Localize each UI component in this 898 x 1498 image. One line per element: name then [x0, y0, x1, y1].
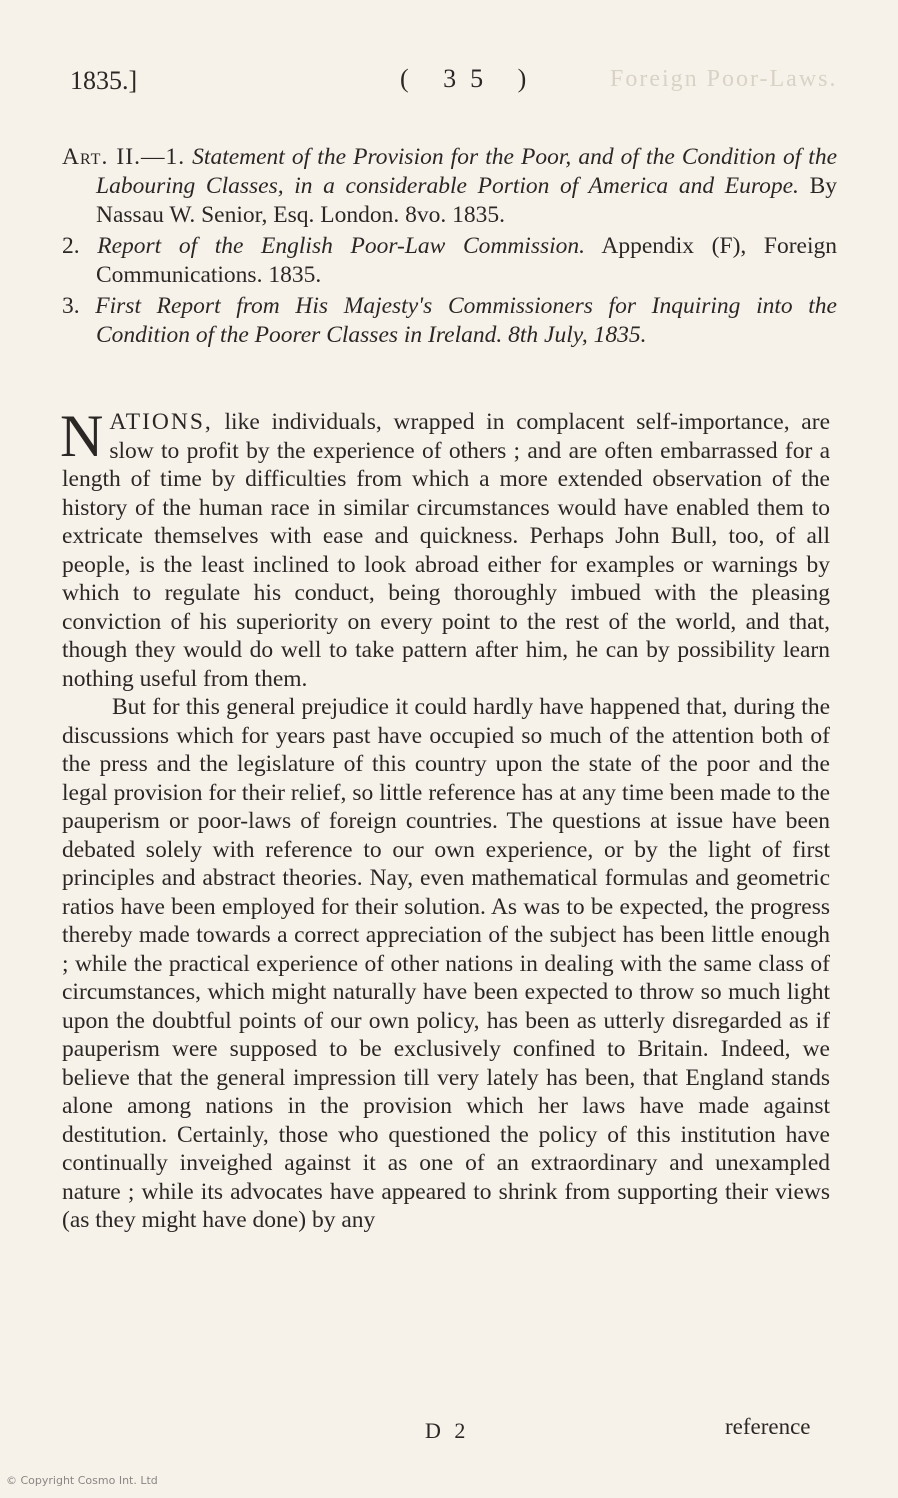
catchword: reference [725, 1414, 811, 1439]
paragraph-text: like individuals, wrapped in complacent self-importance, are slow to profit by the experience of others ; and are often embarrassed for a length of time by difficulties from which a more extended observation of the history of the human race in similar circumstances would have enabled them to extricate themselves with ease and quickness. Perhaps John Bull, too, of all people, is the least inclined to look abroad either for examples or warnings by which to regulate his conduct, being thoroughly imbued with the pleasing conviction of his superiority on every point to the rest of the world, and that, though they would do well to take pattern after him, he can by possibility learn nothing useful from them. [62, 409, 830, 692]
page-number: ( 35 ) [400, 64, 541, 93]
reference-title: Report of the English Poor-Law Commission. [97, 233, 586, 259]
article-body [60, 403, 830, 1235]
reference-item [62, 232, 837, 290]
show-through-running-head: Foreign Poor-Laws. [610, 66, 838, 92]
reference-item [62, 143, 837, 230]
drop-cap: N [60, 403, 104, 469]
reference-details: By Nassau W. Senior, Esq. London. 8vo. 1835. [96, 173, 837, 228]
reference-details: Appendix (F), Foreign Communications. 1835. [96, 233, 837, 288]
reference-title: Statement of the Provision for the Poor, and of the Condition of the Labouring Classes, in a considerable Portion of America and Europe. [96, 144, 838, 199]
copyright-notice: © Copyright Cosmo Int. Ltd [6, 1474, 158, 1487]
signature-mark: D 2 [425, 1418, 470, 1443]
opening-small-caps: ATIONS, [109, 409, 213, 435]
paragraph [60, 403, 830, 693]
paragraph: But for this general prejudice it could hardly have happened that, during the discussions which for years past have occupied so much of the attention both of the press and the legislature of this country upon the state of the poor and the legal provision for their relief, so little reference has at any time been made to the pauperism or poor-laws of foreign countries. The questions at issue have been debated solely with reference to our own experience, or by the light of first principles and abstract theories. Nay, even mathematical formulas and geometric ratios have been employed for their solution. As was to be expected, the progress thereby made towards a correct appreciation of the subject has been little enough ; while the practical experience of other nations in dealing with the same class of circumstances, which might naturally have been expected to throw so much light upon the doubtful points of our own policy, has been as utterly disregarded as if pauperism were supposed to be exclusively confined to Britain. Indeed, we believe that the general impression till very lately has been, that England stands alone among nations in the provision which her laws have made against destitution. Certainly, those who questioned the policy of this institution have continually inveighed against it as one of an extraordinary and unexampled nature ; while its advocates have appeared to shrink from supporting their views (as they might have done) by any [62, 694, 830, 1233]
reference-number: 3. [62, 293, 80, 319]
reference-item [62, 292, 837, 350]
article-references [62, 143, 837, 352]
article-label: Art. II.—1. [62, 144, 186, 170]
header-year: 1835.] [70, 66, 138, 95]
reference-number: 2. [62, 233, 80, 259]
reference-title: First Report from His Majesty's Commissioners for Inquiring into the Condition of the Poorer Classes in Ireland. 8th July, 1835. [95, 293, 837, 348]
